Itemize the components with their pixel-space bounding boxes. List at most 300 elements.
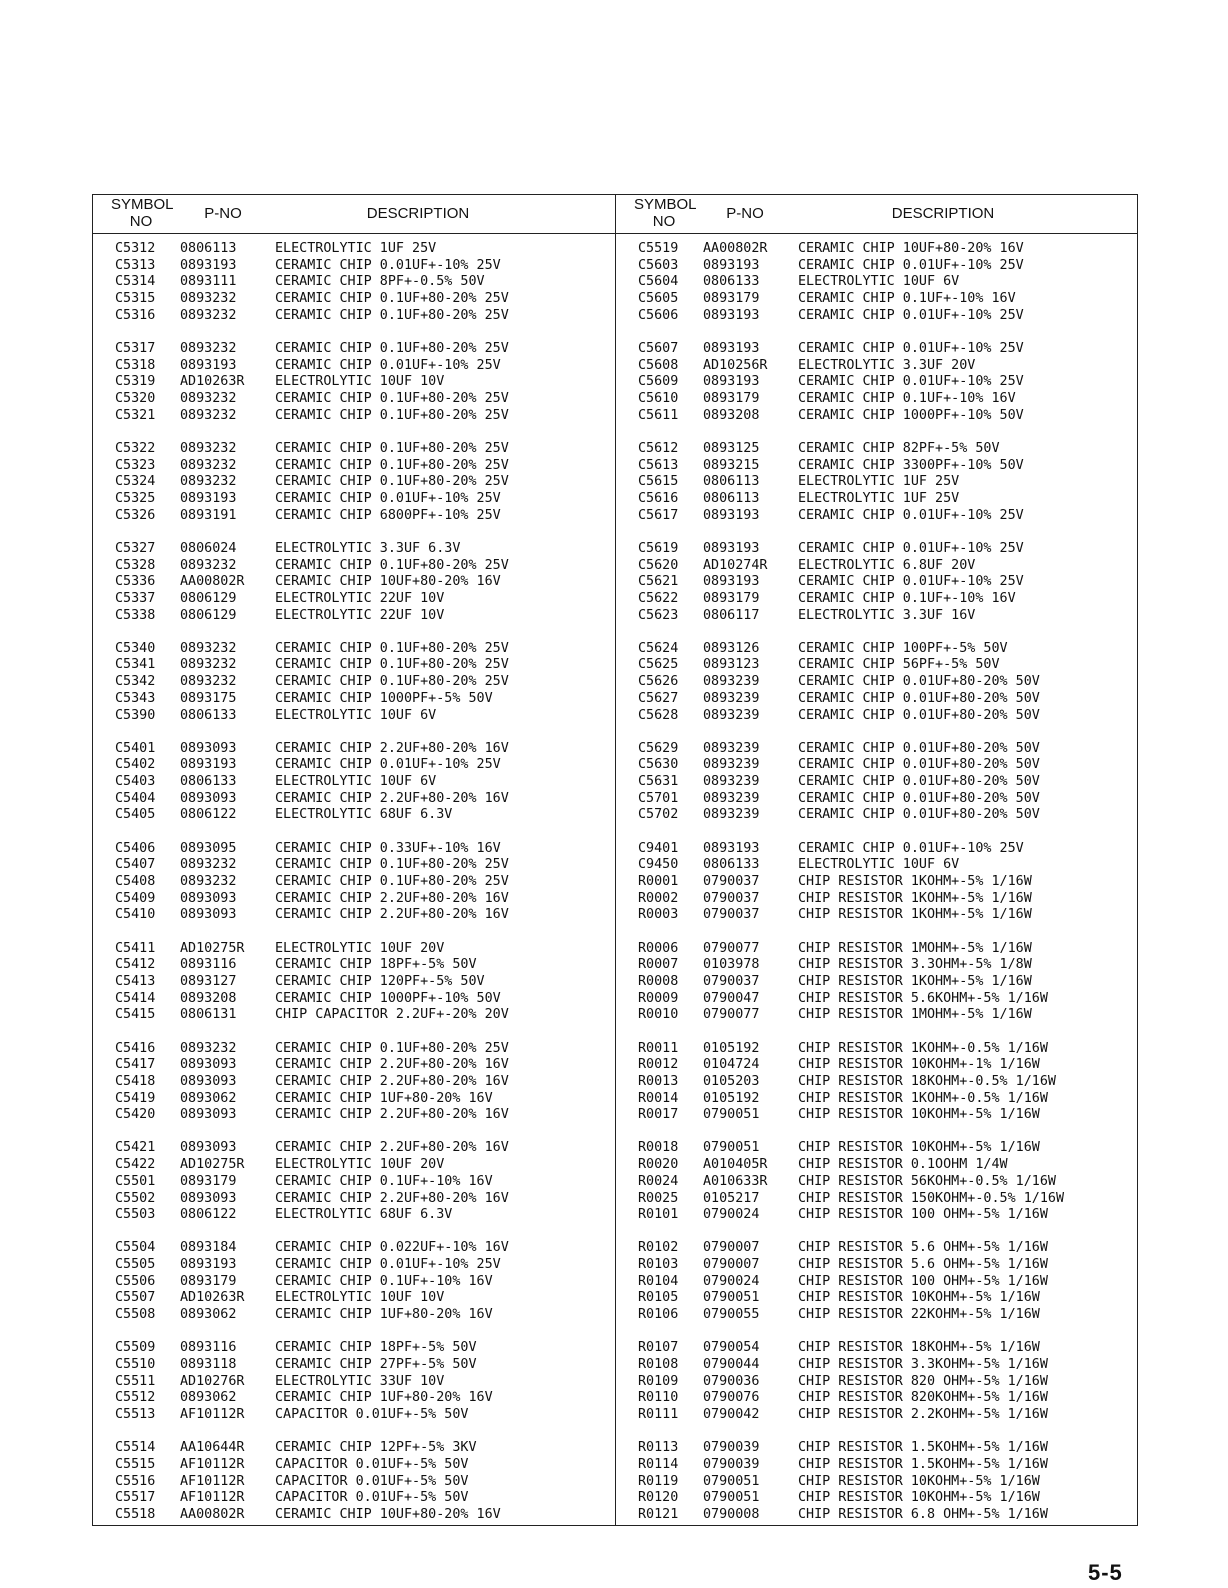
description-cell: CHIP RESISTOR 1MOHM+-5% 1/16W [798, 1007, 1032, 1023]
part-no-cell: 0893232 [180, 657, 237, 673]
right-description-header: DESCRIPTION [891, 205, 995, 222]
part-no-cell: 0893179 [180, 1173, 237, 1189]
symbol-no-cell: C5630 [638, 757, 679, 773]
part-no-cell: 0893093 [180, 907, 237, 923]
description-cell: CERAMIC CHIP 0.1UF+80-20% 25V [275, 291, 509, 307]
symbol-no-cell: C5510 [115, 1357, 156, 1372]
table-row [115, 791, 615, 808]
symbol-no-cell: C5404 [115, 790, 156, 806]
description-cell: CERAMIC CHIP 0.1UF+80-20% 25V [275, 1040, 509, 1056]
row-group [638, 641, 1138, 724]
row-group [115, 1340, 615, 1423]
table-row [115, 358, 615, 375]
symbol-no-cell: C5412 [115, 957, 156, 973]
symbol-no-cell: C5617 [638, 507, 679, 523]
part-no-cell: 0893093 [180, 1107, 237, 1123]
description-cell: CERAMIC CHIP 2.2UF+80-20% 16V [275, 1140, 509, 1156]
description-cell: CHIP RESISTOR 10KOHM+-5% 1/16W [798, 1473, 1040, 1489]
symbol-no-cell: C5511 [115, 1373, 156, 1389]
part-no-cell: 0790047 [703, 990, 760, 1006]
symbol-no-cell: C5513 [115, 1407, 156, 1423]
symbol-no-cell: C5505 [115, 1257, 156, 1273]
symbol-no-cell: C5416 [115, 1040, 156, 1056]
symbol-no-cell: C5629 [638, 740, 679, 756]
table-row [638, 1290, 1138, 1307]
table-row [638, 741, 1138, 758]
description-cell: ELECTROLYTIC 33UF 10V [275, 1373, 445, 1389]
table-row [638, 1490, 1138, 1507]
description-cell: CERAMIC CHIP 8PF+-0.5% 50V [275, 274, 485, 290]
symbol-no-cell: C5316 [115, 307, 156, 323]
table-row [115, 841, 615, 858]
row-group [115, 641, 615, 724]
part-no-cell: 0790037 [703, 890, 760, 906]
symbol-no-cell: C5605 [638, 291, 679, 307]
symbol-no-cell: C5621 [638, 574, 679, 590]
symbol-no-cell: C5320 [115, 391, 156, 406]
table-row [115, 1041, 615, 1058]
symbol-no-cell: R0113 [638, 1440, 679, 1456]
table-row [638, 1274, 1138, 1291]
symbol-no-cell: C5318 [115, 357, 156, 373]
part-no-cell: 0806133 [703, 857, 760, 873]
table-row [115, 708, 615, 725]
row-group [115, 941, 615, 1024]
part-no-cell: 0893208 [703, 407, 760, 423]
symbol-no-cell: R0102 [638, 1240, 679, 1256]
part-no-cell: 0893239 [703, 690, 760, 706]
description-cell: CERAMIC CHIP 0.01UF+80-20% 50V [798, 674, 1040, 690]
description-cell: CERAMIC CHIP 0.1UF+-10% 16V [798, 391, 1016, 406]
table-row [115, 274, 615, 291]
symbol-label: SYMBOL [634, 196, 697, 213]
description-cell: CERAMIC CHIP 0.01UF+-10% 25V [275, 1257, 501, 1273]
part-no-cell: AD10275R [180, 940, 245, 956]
symbol-no-cell: C5701 [638, 790, 679, 806]
symbol-no-cell: C5317 [115, 340, 156, 356]
description-cell: CERAMIC CHIP 0.1UF+-10% 16V [798, 291, 1016, 307]
table-row [638, 641, 1138, 658]
row-group [115, 441, 615, 524]
part-no-cell: A010633R [703, 1173, 768, 1189]
part-no-cell: AA10644R [180, 1440, 245, 1456]
table-row [115, 291, 615, 308]
table-row [115, 374, 615, 391]
description-cell: ELECTROLYTIC 1UF 25V [798, 490, 960, 506]
part-no-cell: 0806113 [703, 490, 760, 506]
description-cell: CHIP RESISTOR 0.1OOHM 1/4W [798, 1157, 1008, 1173]
table-row [638, 657, 1138, 674]
table-row [115, 241, 615, 258]
table-row [115, 1057, 615, 1074]
part-no-cell: 0790051 [703, 1290, 760, 1306]
symbol-no-cell: C5612 [638, 440, 679, 456]
table-row [115, 391, 615, 408]
description-cell: ELECTROLYTIC 6.8UF 20V [798, 557, 976, 573]
part-no-cell: 0790036 [703, 1373, 760, 1389]
part-no-cell: 0893116 [180, 1340, 237, 1356]
description-cell: ELECTROLYTIC 10UF 10V [275, 1290, 445, 1306]
description-cell: CERAMIC CHIP 10UF+80-20% 16V [275, 1507, 501, 1522]
description-cell: CHIP RESISTOR 1KOHM+-5% 1/16W [798, 874, 1032, 889]
symbol-no-cell: R0007 [638, 957, 679, 973]
table-row [115, 1390, 615, 1407]
header-rule [93, 233, 1137, 234]
description-cell: CERAMIC CHIP 0.01UF+80-20% 50V [798, 690, 1040, 706]
part-no-cell: 0893116 [180, 957, 237, 973]
description-cell: CERAMIC CHIP 0.1UF+80-20% 25V [275, 474, 509, 490]
description-cell: CERAMIC CHIP 1000PF+-10% 50V [275, 990, 501, 1006]
description-cell: CERAMIC CHIP 120PF+-5% 50V [275, 973, 485, 989]
part-no-cell: 0893179 [180, 1273, 237, 1289]
part-no-cell: 0893093 [180, 1057, 237, 1073]
table-row [115, 1240, 615, 1257]
description-cell: CERAMIC CHIP 2.2UF+80-20% 16V [275, 907, 509, 923]
symbol-no-cell: R0121 [638, 1507, 679, 1522]
symbol-no-cell: C5312 [115, 241, 156, 256]
description-cell: CERAMIC CHIP 1000PF+-10% 50V [798, 407, 1024, 423]
table-row [115, 1457, 615, 1474]
part-no-cell: 0790044 [703, 1357, 760, 1372]
part-no-cell: 0893193 [703, 507, 760, 523]
symbol-no-cell: C5321 [115, 407, 156, 423]
symbol-no-cell: R0111 [638, 1407, 679, 1423]
description-cell: CHIP RESISTOR 1KOHM+-0.5% 1/16W [798, 1040, 1048, 1056]
table-row [115, 807, 615, 824]
symbol-no-cell: C5622 [638, 590, 679, 606]
row-group [638, 841, 1138, 924]
part-no-cell: 0893127 [180, 973, 237, 989]
description-cell: CERAMIC CHIP 6800PF+-10% 25V [275, 507, 501, 523]
symbol-no-cell: R0119 [638, 1473, 679, 1489]
description-cell: CERAMIC CHIP 0.01UF+80-20% 50V [798, 757, 1040, 773]
description-cell: CERAMIC CHIP 0.022UF+-10% 16V [275, 1240, 509, 1256]
table-row [115, 541, 615, 558]
table-row [638, 1374, 1138, 1391]
part-no-cell: AD10256R [703, 357, 768, 373]
table-row [638, 574, 1138, 591]
symbol-no-cell: C5415 [115, 1007, 156, 1023]
part-no-cell: 0790008 [703, 1507, 760, 1522]
description-cell: CHIP RESISTOR 1.5KOHM+-5% 1/16W [798, 1440, 1048, 1456]
part-no-cell: 0790076 [703, 1390, 760, 1406]
table-row [638, 708, 1138, 725]
no-label: NO [129, 213, 153, 230]
part-no-cell: 0893179 [703, 590, 760, 606]
description-cell: CERAMIC CHIP 0.01UF+-10% 25V [798, 307, 1024, 323]
part-no-cell: 0893191 [180, 507, 237, 523]
table-row [115, 1307, 615, 1324]
table-row [115, 857, 615, 874]
table-row [638, 1240, 1138, 1257]
description-cell: ELECTROLYTIC 68UF 6.3V [275, 807, 453, 823]
table-row [115, 991, 615, 1008]
part-no-cell: 0790051 [703, 1140, 760, 1156]
description-cell: CHIP CAPACITOR 2.2UF+-20% 20V [275, 1007, 509, 1023]
symbol-no-cell: R0110 [638, 1390, 679, 1406]
table-row [638, 541, 1138, 558]
table-row [638, 1440, 1138, 1457]
symbol-no-cell: C5503 [115, 1207, 156, 1223]
description-cell: CHIP RESISTOR 1KOHM+-5% 1/16W [798, 907, 1032, 923]
table-row [638, 258, 1138, 275]
symbol-no-cell: C5611 [638, 407, 679, 423]
description-cell: CAPACITOR 0.01UF+-5% 50V [275, 1456, 469, 1472]
description-cell: CHIP RESISTOR 100 OHM+-5% 1/16W [798, 1273, 1048, 1289]
table-row [638, 1091, 1138, 1108]
part-no-cell: 0893193 [180, 257, 237, 273]
symbol-no-cell: C5341 [115, 657, 156, 673]
part-no-cell: 0893095 [180, 840, 237, 856]
symbol-no-cell: R0114 [638, 1456, 679, 1472]
description-cell: CHIP RESISTOR 18KOHM+-0.5% 1/16W [798, 1073, 1056, 1089]
part-no-cell: 0893239 [703, 774, 760, 790]
description-cell: CERAMIC CHIP 56PF+-5% 50V [798, 657, 1000, 673]
description-cell: ELECTROLYTIC 22UF 10V [275, 590, 445, 606]
table-row [115, 674, 615, 691]
description-cell: CERAMIC CHIP 0.1UF+80-20% 25V [275, 407, 509, 423]
part-no-cell: 0893193 [703, 540, 760, 556]
description-cell: CERAMIC CHIP 1UF+80-20% 16V [275, 1390, 493, 1406]
symbol-no-cell: C5512 [115, 1390, 156, 1406]
description-cell: CERAMIC CHIP 82PF+-5% 50V [798, 440, 1000, 456]
part-no-cell: 0893193 [180, 757, 237, 773]
part-no-cell: AD10263R [180, 1290, 245, 1306]
left-symbol-no-header [111, 196, 174, 230]
symbol-no-cell: C5619 [638, 540, 679, 556]
part-no-cell: 0893215 [703, 457, 760, 473]
description-cell: ELECTROLYTIC 1UF 25V [275, 241, 437, 256]
table-row [115, 408, 615, 425]
symbol-no-cell: C5327 [115, 540, 156, 556]
row-group [115, 541, 615, 624]
description-cell: CERAMIC CHIP 0.1UF+80-20% 25V [275, 307, 509, 323]
description-cell: CERAMIC CHIP 2.2UF+80-20% 16V [275, 1073, 509, 1089]
symbol-no-cell: C5326 [115, 507, 156, 523]
left-description-header: DESCRIPTION [366, 205, 470, 222]
row-group [638, 941, 1138, 1024]
no-label: NO [652, 213, 676, 230]
symbol-no-cell: C5417 [115, 1057, 156, 1073]
description-cell: CERAMIC CHIP 10UF+80-20% 16V [798, 241, 1024, 256]
table-row [115, 458, 615, 475]
part-no-cell: 0893179 [703, 291, 760, 307]
part-no-cell: 0806113 [180, 241, 237, 256]
part-no-cell: 0893232 [180, 557, 237, 573]
part-no-cell: 0893093 [180, 740, 237, 756]
part-no-cell: AD10275R [180, 1157, 245, 1173]
part-no-cell: 0806129 [180, 607, 237, 623]
symbol-no-cell: C5413 [115, 973, 156, 989]
description-cell: CHIP RESISTOR 5.6 OHM+-5% 1/16W [798, 1240, 1048, 1256]
description-cell: CERAMIC CHIP 10UF+80-20% 16V [275, 574, 501, 590]
symbol-no-cell: C9401 [638, 840, 679, 856]
description-cell: CHIP RESISTOR 10KOHM+-5% 1/16W [798, 1107, 1040, 1123]
description-cell: CERAMIC CHIP 0.01UF+-10% 25V [275, 257, 501, 273]
row-group [638, 341, 1138, 424]
table-row [115, 957, 615, 974]
table-row [115, 491, 615, 508]
symbol-no-cell: C5509 [115, 1340, 156, 1356]
description-cell: CERAMIC CHIP 0.01UF+-10% 25V [275, 357, 501, 373]
table-row [638, 907, 1138, 924]
part-no-cell: 0893232 [180, 857, 237, 873]
part-no-cell: AD10276R [180, 1373, 245, 1389]
table-row [115, 1191, 615, 1208]
row-group [638, 241, 1138, 324]
symbol-no-cell: R0008 [638, 973, 679, 989]
symbol-no-cell: C5620 [638, 557, 679, 573]
table-row [638, 1507, 1138, 1524]
table-row [638, 508, 1138, 525]
table-row [638, 1107, 1138, 1124]
table-row [638, 1207, 1138, 1224]
symbol-no-cell: C5422 [115, 1157, 156, 1173]
symbol-no-cell: C5515 [115, 1456, 156, 1472]
table-row [115, 891, 615, 908]
table-row [115, 1407, 615, 1424]
left-column [115, 241, 615, 1540]
description-cell: CHIP RESISTOR 56KOHM+-0.5% 1/16W [798, 1173, 1056, 1189]
description-cell: CERAMIC CHIP 2.2UF+80-20% 16V [275, 790, 509, 806]
description-cell: CERAMIC CHIP 1UF+80-20% 16V [275, 1307, 493, 1323]
description-cell: CHIP RESISTOR 150KOHM+-0.5% 1/16W [798, 1190, 1065, 1206]
symbol-no-cell: C5607 [638, 340, 679, 356]
description-cell: CERAMIC CHIP 0.1UF+80-20% 25V [275, 674, 509, 690]
part-no-cell: 0893093 [180, 1140, 237, 1156]
symbol-no-cell: R0011 [638, 1040, 679, 1056]
part-no-cell: 0893232 [180, 391, 237, 406]
symbol-no-cell: C5507 [115, 1290, 156, 1306]
table-row [638, 1007, 1138, 1024]
table-row [115, 574, 615, 591]
part-no-cell: AA00802R [703, 241, 768, 256]
part-no-cell: 0893232 [180, 307, 237, 323]
part-no-cell: 0893239 [703, 790, 760, 806]
description-cell: CHIP RESISTOR 1MOHM+-5% 1/16W [798, 940, 1032, 956]
symbol-no-cell: C5616 [638, 490, 679, 506]
table-row [638, 1174, 1138, 1191]
symbol-no-cell: C5403 [115, 774, 156, 790]
symbol-no-cell: R0009 [638, 990, 679, 1006]
part-no-cell: 0893175 [180, 690, 237, 706]
part-no-cell: 0806133 [703, 274, 760, 290]
row-group [115, 1140, 615, 1223]
table-row [638, 341, 1138, 358]
part-no-cell: 0790077 [703, 940, 760, 956]
part-no-cell: 0893232 [180, 291, 237, 307]
part-no-cell: 0806113 [703, 474, 760, 490]
description-cell: CERAMIC CHIP 2.2UF+80-20% 16V [275, 1107, 509, 1123]
table-row [638, 1257, 1138, 1274]
symbol-no-cell: R0006 [638, 940, 679, 956]
part-no-cell: 0790077 [703, 1007, 760, 1023]
table-row [115, 1257, 615, 1274]
part-no-cell: 0893232 [180, 1040, 237, 1056]
part-no-cell: 0790051 [703, 1490, 760, 1506]
description-cell: CERAMIC CHIP 0.1UF+-10% 16V [275, 1273, 493, 1289]
description-cell: CERAMIC CHIP 2.2UF+80-20% 16V [275, 740, 509, 756]
row-group [115, 741, 615, 824]
part-no-cell: AD10274R [703, 557, 768, 573]
part-no-cell: 0790024 [703, 1273, 760, 1289]
table-row [115, 741, 615, 758]
table-row [638, 1140, 1138, 1157]
description-cell: CERAMIC CHIP 0.01UF+80-20% 50V [798, 790, 1040, 806]
table-row [115, 1374, 615, 1391]
symbol-no-cell: R0013 [638, 1073, 679, 1089]
description-cell: CERAMIC CHIP 0.1UF+80-20% 25V [275, 457, 509, 473]
table-row [115, 974, 615, 991]
description-cell: CERAMIC CHIP 0.01UF+-10% 25V [798, 840, 1024, 856]
symbol-no-cell: C5603 [638, 257, 679, 273]
description-cell: ELECTROLYTIC 10UF 6V [798, 274, 960, 290]
part-no-cell: 0893193 [703, 257, 760, 273]
table-row [115, 1507, 615, 1524]
symbol-no-cell: R0014 [638, 1090, 679, 1106]
symbol-no-cell: C5405 [115, 807, 156, 823]
description-cell: ELECTROLYTIC 10UF 6V [798, 857, 960, 873]
table-row [115, 774, 615, 791]
table-row [115, 1290, 615, 1307]
table-row [115, 1357, 615, 1374]
part-no-cell: 0893232 [180, 674, 237, 690]
symbol-no-cell: R0025 [638, 1190, 679, 1206]
part-no-cell: 0105192 [703, 1040, 760, 1056]
part-no-cell: 0893118 [180, 1357, 237, 1372]
description-cell: ELECTROLYTIC 3.3UF 20V [798, 357, 976, 373]
table-row [638, 1191, 1138, 1208]
symbol-no-cell: C5504 [115, 1240, 156, 1256]
row-group [638, 441, 1138, 524]
row-group [638, 741, 1138, 824]
description-cell: CERAMIC CHIP 2.2UF+80-20% 16V [275, 1057, 509, 1073]
part-no-cell: 0893093 [180, 890, 237, 906]
description-cell: CHIP RESISTOR 1.5KOHM+-5% 1/16W [798, 1456, 1048, 1472]
description-cell: CERAMIC CHIP 0.01UF+-10% 25V [275, 490, 501, 506]
description-cell: ELECTROLYTIC 3.3UF 6.3V [275, 540, 461, 556]
symbol-no-cell: C5501 [115, 1173, 156, 1189]
part-no-cell: 0893239 [703, 740, 760, 756]
table-row [638, 791, 1138, 808]
description-cell: CERAMIC CHIP 0.1UF+80-20% 25V [275, 657, 509, 673]
symbol-no-cell: C5420 [115, 1107, 156, 1123]
part-no-cell: A010405R [703, 1157, 768, 1173]
symbol-no-cell: C5402 [115, 757, 156, 773]
symbol-no-cell: C5411 [115, 940, 156, 956]
table-row [115, 1157, 615, 1174]
symbol-no-cell: R0101 [638, 1207, 679, 1223]
part-no-cell: 0790024 [703, 1207, 760, 1223]
part-no-cell: 0893193 [703, 840, 760, 856]
symbol-no-cell: C5506 [115, 1273, 156, 1289]
table-row [638, 491, 1138, 508]
table-row [115, 341, 615, 358]
description-cell: CERAMIC CHIP 0.1UF+-10% 16V [275, 1173, 493, 1189]
table-row [638, 274, 1138, 291]
part-no-cell: 0893062 [180, 1390, 237, 1406]
table-row [638, 957, 1138, 974]
page-number: 5-5 [1088, 1560, 1123, 1585]
symbol-no-cell: C5343 [115, 690, 156, 706]
table-row [638, 608, 1138, 625]
part-no-cell: 0893239 [703, 757, 760, 773]
symbol-no-cell: R0108 [638, 1357, 679, 1372]
table-row [638, 874, 1138, 891]
description-cell: CHIP RESISTOR 5.6 OHM+-5% 1/16W [798, 1257, 1048, 1273]
row-group [115, 841, 615, 924]
symbol-no-cell: C5322 [115, 440, 156, 456]
